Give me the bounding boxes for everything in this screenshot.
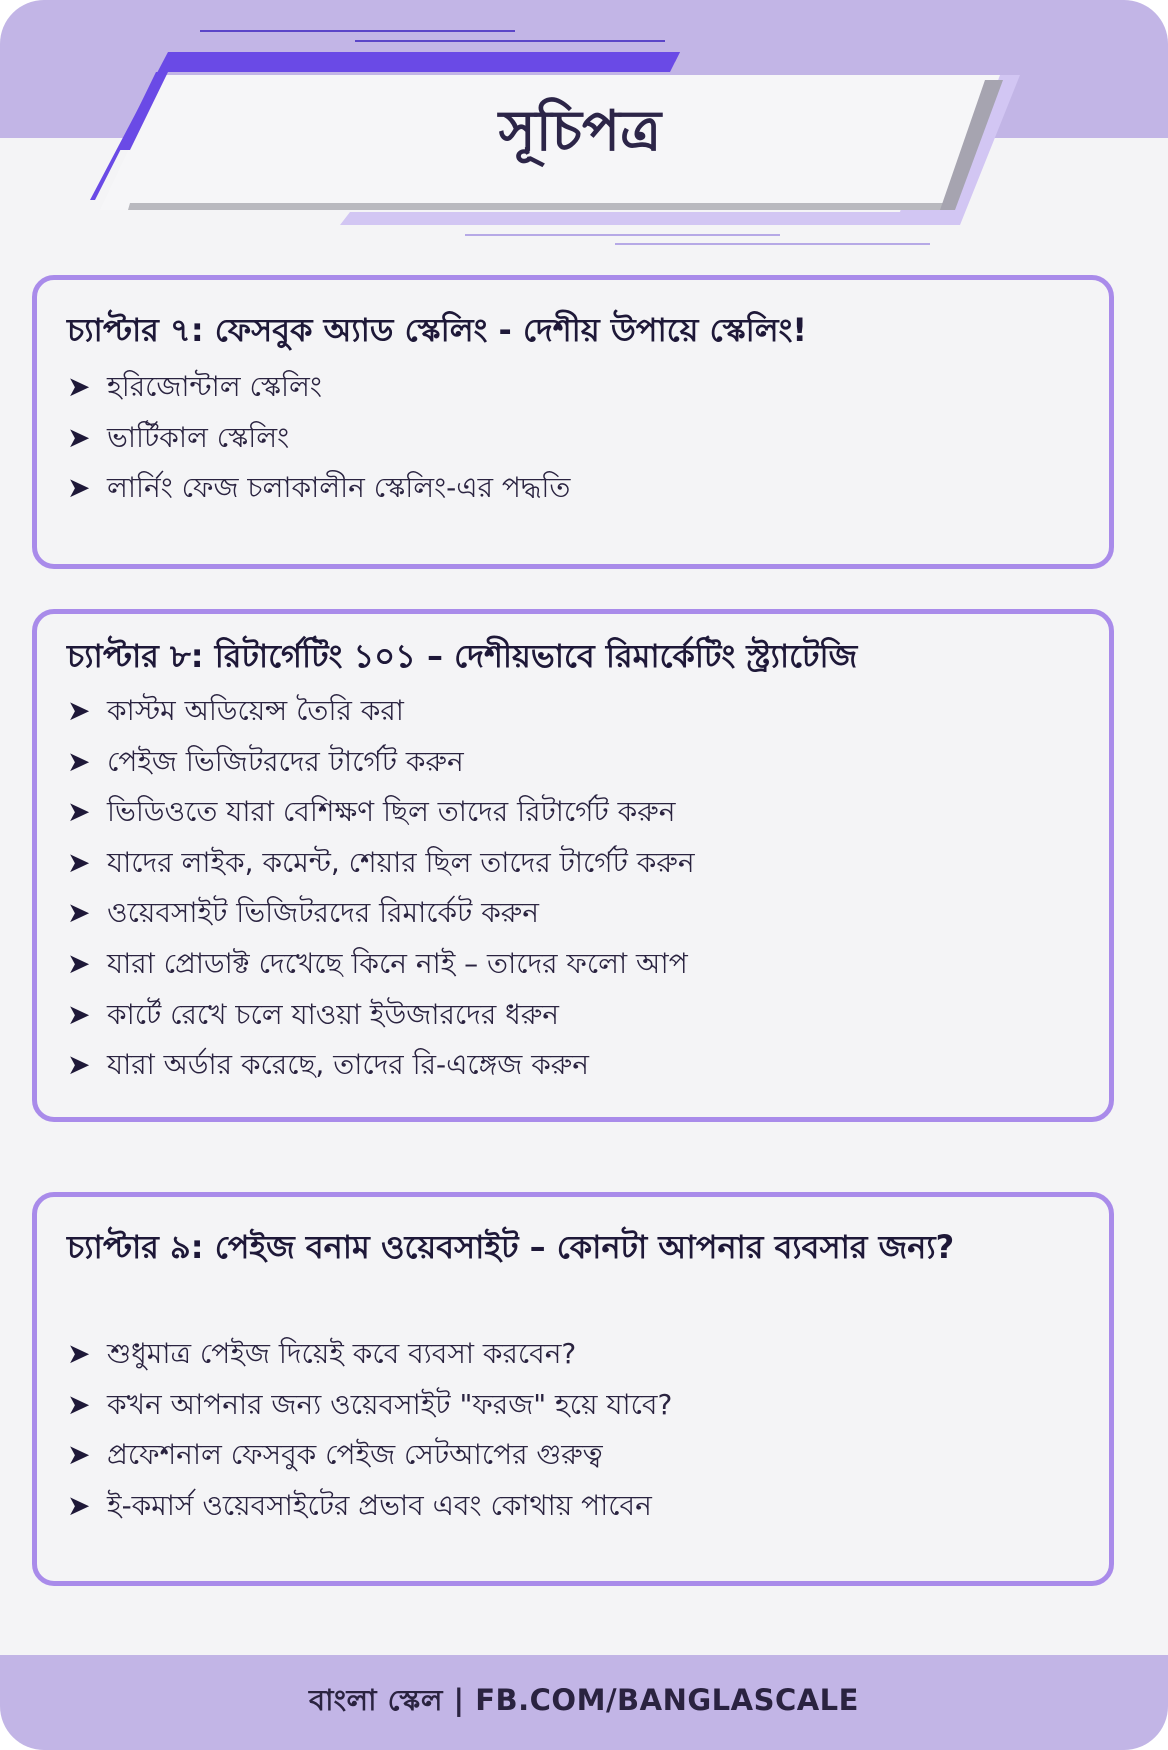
arrow-right-icon: ➤ bbox=[67, 1488, 91, 1522]
list-item: ➤ ভিডিওতে যারা বেশিক্ষণ ছিল তাদের রিটার্গেট করুন bbox=[67, 787, 1079, 838]
list-item: ➤ শুধুমাত্র পেইজ দিয়েই কবে ব্যবসা করবেন? bbox=[67, 1329, 1079, 1380]
arrow-right-icon: ➤ bbox=[67, 1387, 91, 1421]
list-item: ➤ লার্নিং ফেজ চলাকালীন স্কেলিং-এর পদ্ধতি bbox=[67, 463, 1079, 514]
chapter-card-9 bbox=[32, 1192, 1114, 1586]
list-item: ➤ কার্টে রেখে চলে যাওয়া ইউজারদের ধরুন bbox=[67, 990, 1079, 1041]
list-item: ➤ হরিজোন্টাল স্কেলিং bbox=[67, 362, 1079, 413]
footer-band bbox=[0, 1655, 1168, 1750]
arrow-right-icon: ➤ bbox=[67, 997, 91, 1031]
arrow-right-icon: ➤ bbox=[67, 845, 91, 879]
list-item: ➤ ওয়েবসাইট ভিজিটরদের রিমার্কেট করুন bbox=[67, 888, 1079, 939]
arrow-right-icon: ➤ bbox=[67, 694, 91, 727]
arrow-right-icon: ➤ bbox=[67, 795, 91, 829]
arrow-right-icon: ➤ bbox=[67, 1337, 91, 1370]
list-item: ➤ পেইজ ভিজিটরদের টার্গেট করুন bbox=[67, 737, 1079, 788]
chapter-title: চ্যাপ্টার ৮: রিটার্গেটিং ১০১ – দেশীয়ভাবে রিমার্কেটিং স্ট্র্যাটেজি bbox=[67, 637, 858, 675]
arrow-right-icon: ➤ bbox=[67, 1438, 91, 1472]
banner-underline bbox=[128, 203, 950, 210]
arrow-right-icon: ➤ bbox=[67, 946, 91, 980]
chapter-title: চ্যাপ্টার ৯: পেইজ বনাম ওয়েবসাইট – কোনটা আপনার ব্যবসার জন্য? bbox=[67, 1228, 955, 1266]
arrow-right-icon: ➤ bbox=[67, 896, 91, 930]
chapter-items bbox=[67, 362, 1079, 514]
page-title: সূচিপত্র bbox=[498, 98, 662, 164]
arrow-right-icon: ➤ bbox=[67, 420, 91, 454]
list-item: ➤ কখন আপনার জন্য ওয়েবসাইট "ফরজ" হয়ে যাবে? bbox=[67, 1380, 1079, 1431]
list-item: ➤ যারা প্রোডাক্ট দেখেছে কিনে নাই – তাদের ফলো আপ bbox=[67, 939, 1079, 990]
list-item: ➤ যাদের লাইক, কমেন্ট, শেয়ার ছিল তাদের টার্গেট করুন bbox=[67, 838, 1079, 889]
chapter-card-7 bbox=[32, 275, 1114, 569]
decor-line bbox=[465, 234, 780, 236]
list-item: ➤ ই-কমার্স ওয়েবসাইটের প্রভাব এবং কোথায় পাবেন bbox=[67, 1481, 1079, 1532]
chapter-title: চ্যাপ্টার ৭: ফেসবুক অ্যাড স্কেলিং - দেশীয় উপায়ে স্কেলিং! bbox=[67, 311, 808, 349]
chapter-card-8 bbox=[32, 609, 1114, 1122]
chapter-items bbox=[67, 1329, 1079, 1531]
arrow-right-icon: ➤ bbox=[67, 1048, 91, 1082]
arrow-right-icon: ➤ bbox=[67, 471, 91, 505]
arrow-right-icon: ➤ bbox=[67, 744, 91, 778]
footer-text: বাংলা স্কেল | FB.COM/BANGLASCALE bbox=[309, 1683, 859, 1717]
list-item: ➤ ভার্টিকাল স্কেলিং bbox=[67, 413, 1079, 464]
chapter-items bbox=[67, 686, 1079, 1091]
list-item: ➤ যারা অর্ডার করেছে, তাদের রি-এঙ্গেজ করুন bbox=[67, 1040, 1079, 1091]
arrow-right-icon: ➤ bbox=[67, 370, 91, 403]
list-item: ➤ প্রফেশনাল ফেসবুক পেইজ সেটআপের গুরুত্ব bbox=[67, 1430, 1079, 1481]
decor-line bbox=[615, 243, 930, 245]
list-item: ➤ কাস্টম অডিয়েন্স তৈরি করা bbox=[67, 686, 1079, 737]
